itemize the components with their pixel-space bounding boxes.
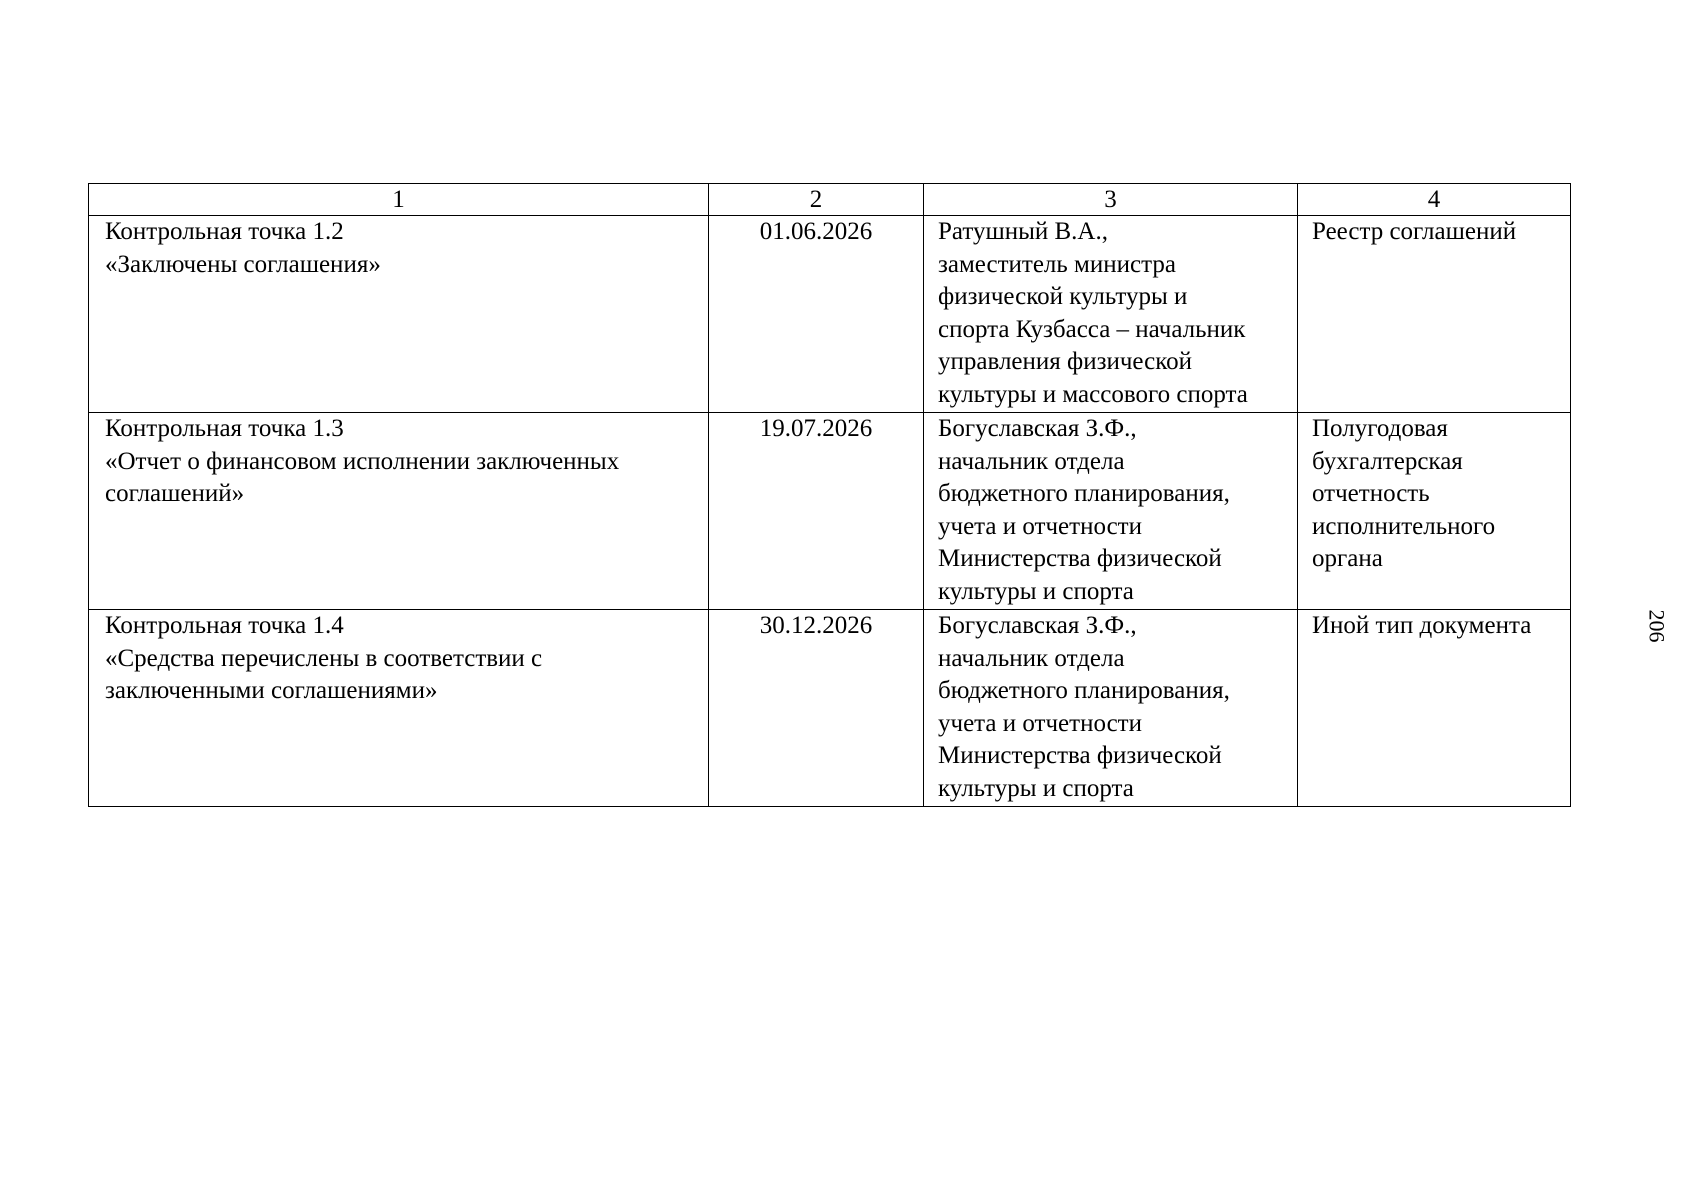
responsible-cell (924, 413, 1298, 610)
control-point-text: Контрольная точка 1.4 «Средства перечислены в соответствии с заключенными соглашениями» (105, 612, 543, 705)
responsible-text: Богуславская З.Ф., начальник отдела бюджетного планирования, учета и отчетности Министерства физической культуры и спорта (938, 612, 1230, 802)
table-row (89, 610, 1571, 807)
control-point-cell (89, 610, 709, 807)
responsible-text: Богуславская З.Ф., начальник отдела бюджетного планирования, учета и отчетности Министерства физической культуры и спорта (938, 415, 1230, 605)
document-text: Иной тип документа (1312, 612, 1532, 639)
header-label: 2 (809, 186, 823, 213)
table-row (89, 413, 1571, 610)
header-cell-4 (1298, 184, 1571, 216)
date-cell (709, 610, 924, 807)
control-point-text: Контрольная точка 1.3 «Отчет о финансовом исполнении заключенных соглашений» (105, 415, 620, 508)
header-label: 4 (1427, 186, 1441, 213)
control-point-cell (89, 413, 709, 610)
control-point-text: Контрольная точка 1.2 «Заключены соглашения» (105, 218, 381, 278)
date-text: 01.06.2026 (759, 218, 873, 245)
date-text: 19.07.2026 (759, 415, 873, 442)
page-number: 206 (1644, 609, 1670, 643)
date-cell (709, 216, 924, 413)
document-text: Полугодовая бухгалтерская отчетность исполнительного органа (1312, 415, 1496, 573)
document-text: Реестр соглашений (1312, 218, 1517, 245)
document-cell (1298, 216, 1571, 413)
responsible-cell (924, 610, 1298, 807)
responsible-text: Ратушный В.А., заместитель министра физической культуры и спорта Кузбасса – начальник управления физической культуры и массового спорта (938, 218, 1248, 408)
header-label: 3 (1104, 186, 1117, 213)
document-cell (1298, 413, 1571, 610)
table-header-row (89, 184, 1571, 216)
control-points-table (88, 183, 1571, 807)
header-cell-3 (924, 184, 1298, 216)
responsible-cell (924, 216, 1298, 413)
date-text: 30.12.2026 (759, 612, 873, 639)
date-cell (709, 413, 924, 610)
header-cell-1 (89, 184, 709, 216)
control-point-cell (89, 216, 709, 413)
document-cell (1298, 610, 1571, 807)
header-cell-2 (709, 184, 924, 216)
header-label: 1 (392, 186, 405, 213)
table-row (89, 216, 1571, 413)
